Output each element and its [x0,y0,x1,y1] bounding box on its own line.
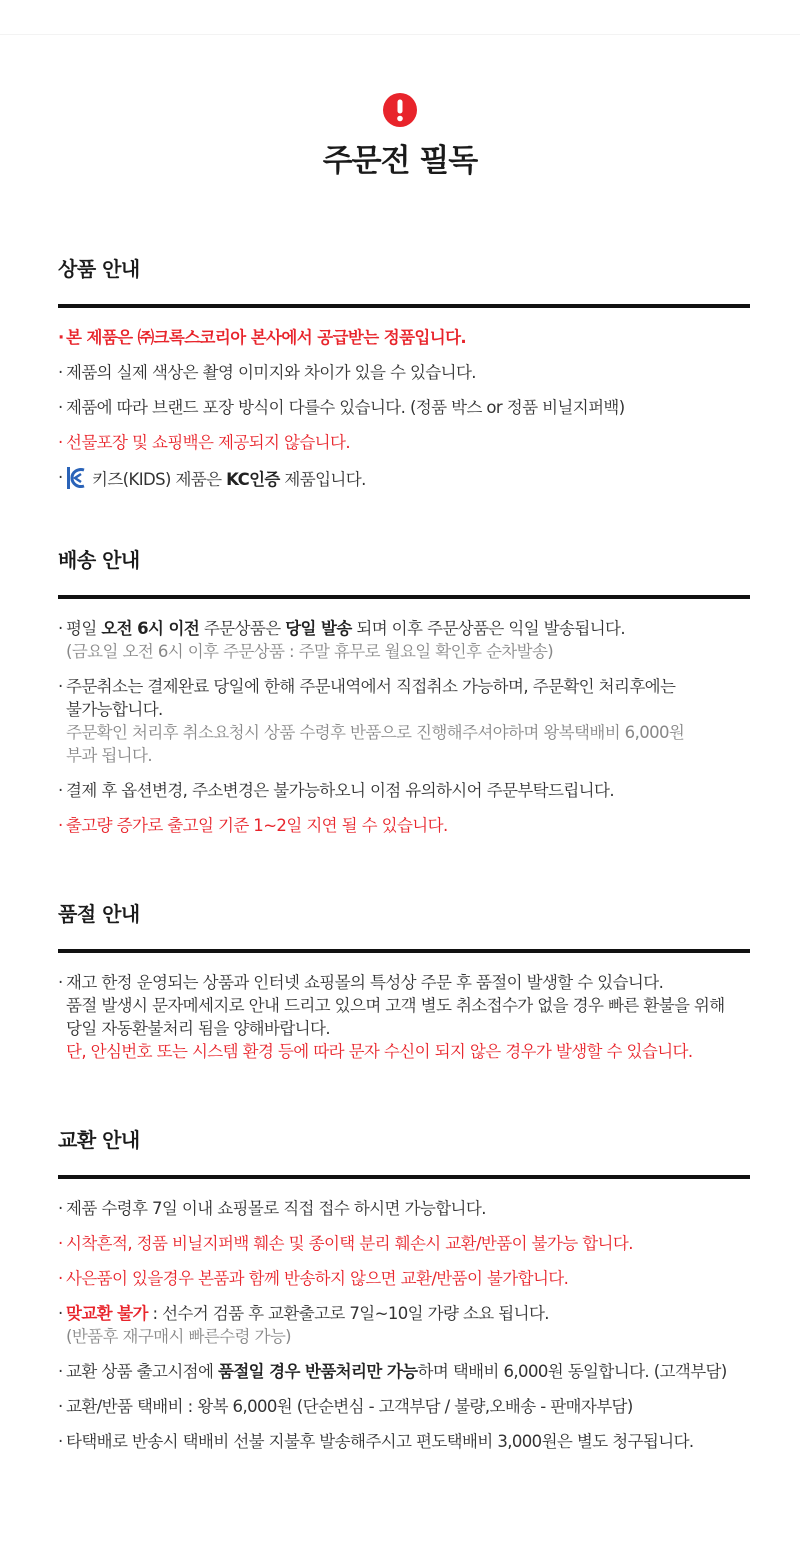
section-divider [58,1175,750,1179]
list-item: · 시착흔적, 정품 비닐지퍼백 훼손 및 종이택 분리 훼손시 교환/반품이 불가능 합니다. [58,1232,750,1255]
section-title: 교환 안내 [58,1128,140,1152]
list-item: · 결제 후 옵션변경, 주소변경은 불가능하오니 이점 유의하시어 주문부탁드립니다. [58,779,750,802]
shipping-info-section [58,547,750,849]
list-item: · 주문취소는 결제완료 당일에 한해 주문내역에서 직접취소 가능하며, 주문확인 처리후에는 불가능합니다. 주문확인 처리후 취소요청시 상품 수령후 반품으로 진행해주셔야하며 왕복택배비 6,000원 부과 됩니다. [58,675,750,767]
exchange-info-list [58,1197,750,1453]
list-item-note: (금요일 오전 6시 이후 주문상품 : 주말 휴무로 월요일 확인후 순차발송) [66,642,554,661]
list-item-note: 주문확인 처리후 취소요청시 상품 수령후 반품으로 진행해주셔야하며 왕복택배비 6,000원 [66,723,685,742]
kc-certification-icon [66,466,88,496]
product-info-list [58,326,750,496]
list-item: · 제품 수령후 7일 이내 쇼핑몰로 직접 접수 하시면 가능합니다. [58,1197,750,1220]
top-divider [0,34,800,35]
section-divider [58,304,750,308]
list-item: · 맞교환 불가 : 선수거 검품 후 교환출고로 7일~10일 가량 소요 됩니다. (반품후 재구매시 빠른수령 가능) [58,1302,750,1348]
section-title: 배송 안내 [58,548,140,572]
list-item: · 교환/반품 택배비 : 왕복 6,000원 (단순변심 - 고객부담 / 불량,오배송 - 판매자부담) [58,1395,750,1418]
list-item: · 재고 한정 운영되는 상품과 인터넷 쇼핑몰의 특성상 주문 후 품절이 발생할 수 있습니다. 품절 발생시 문자메세지로 안내 드리고 있으며 고객 별도 취소접수가 없을 경우 빠른 환불을 위해 당일 자동환불처리 됨을 양해바랍니다. 단, 안심번호 또는 시스템 환경 등에 따라 문자 수신이 되지 않은 경우가 발생할 수 있습니다. [58,971,750,1063]
kc-text-end: 제품입니다. [279,470,366,489]
list-item-note: (반품후 재구매시 빠른수령 가능) [66,1327,292,1346]
kc-text: 키즈(KIDS) 제품은 [92,470,227,489]
soldout-info-list [58,971,750,1063]
list-item: · 제품의 실제 색상은 촬영 이미지와 차이가 있을 수 있습니다. [58,361,750,384]
section-divider [58,949,750,953]
kc-bold-text: KC인증 [226,470,280,489]
list-item: · 본 제품은 ㈜크록스코리아 본사에서 공급받는 정품입니다. [58,326,750,349]
page-title: 주문전 필독 [322,143,478,179]
header [0,93,800,180]
soldout-info-section [58,901,750,1075]
list-item: · 제품에 따라 브랜드 포장 방식이 다를수 있습니다. (정품 박스 or 정품 비닐지퍼백) [58,396,750,419]
list-item: · 평일 오전 6시 이전 주문상품은 당일 발송 되며 이후 주문상품은 익일 발송됩니다. (금요일 오전 6시 이후 주문상품 : 주말 휴무로 월요일 확인후 순차발송) [58,617,750,663]
section-title: 품절 안내 [58,902,140,926]
list-item [58,466,750,496]
list-item: · 사은품이 있을경우 본품과 함께 반송하지 않으면 교환/반품이 불가합니다. [58,1267,750,1290]
list-item: · 타택배로 반송시 택배비 선불 지불후 발송해주시고 편도택배비 3,000원은 별도 청구됩니다. [58,1430,750,1453]
exchange-info-section [58,1127,750,1465]
exclamation-alert-icon [383,93,417,127]
list-item: · 교환 상품 출고시점에 품절일 경우 반품처리만 가능하며 택배비 6,000원 동일합니다. (고객부담) [58,1360,750,1383]
list-item-note: 부과 됩니다. [66,746,152,765]
list-item: · 선물포장 및 쇼핑백은 제공되지 않습니다. [58,431,750,454]
list-item: · 출고량 증가로 출고일 기준 1~2일 지연 될 수 있습니다. [58,814,750,837]
section-divider [58,595,750,599]
shipping-info-list [58,617,750,837]
list-item-warning: 단, 안심번호 또는 시스템 환경 등에 따라 문자 수신이 되지 않은 경우가 발생할 수 있습니다. [66,1042,693,1061]
product-info-section [58,256,750,508]
section-title: 상품 안내 [58,257,140,281]
